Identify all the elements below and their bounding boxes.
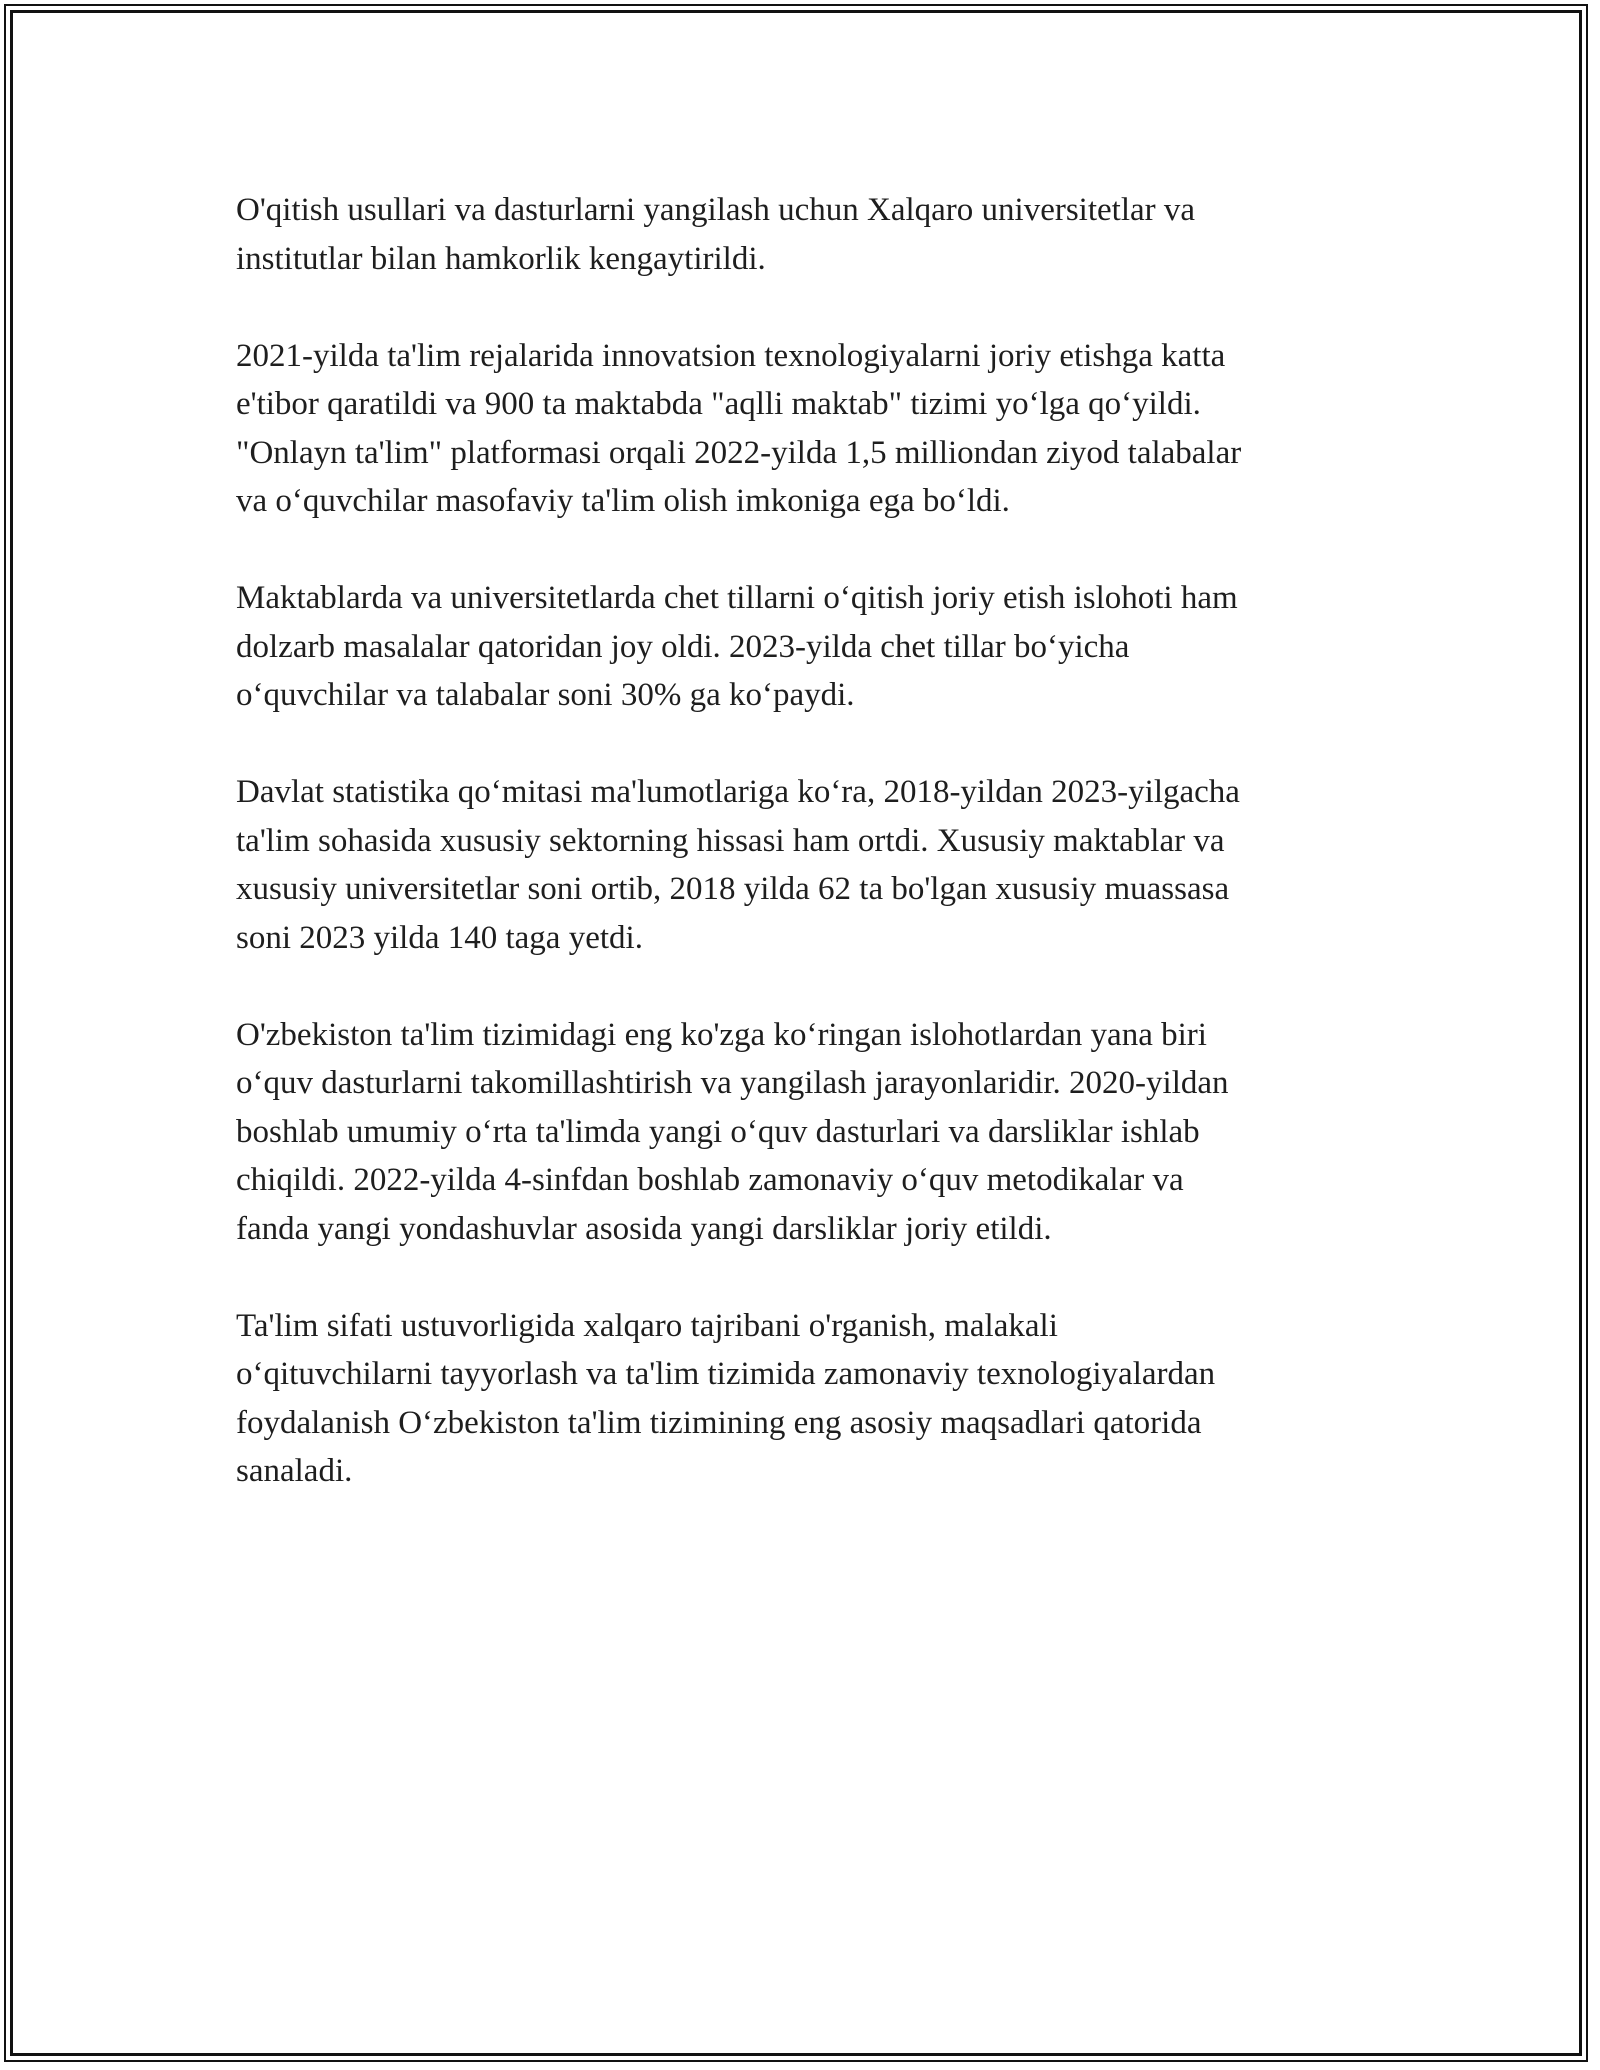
paragraph-2: 2021-yilda ta'lim rejalarida innovatsion texnologiyalarni joriy etishga katta e'tibor qaratildi va 900 ta maktabda "aqlli maktab" tizimi yo‘lga qo‘yildi. "Onlayn ta'lim" platformasi orqali 2022-yilda 1,5 milliondan ziyod talabalar va o‘quvchilar masofaviy ta'lim olish imkoniga ega bo‘ldi. [236, 337, 1242, 519]
paragraph-1: O'qitish usullari va dasturlarni yangilash uchun Xalqaro universitetlar va institutlar bilan hamkorlik kengaytirildi. [236, 192, 1196, 277]
document-body [236, 186, 1376, 1496]
paragraph-3: Maktablarda va universitetlarda chet tillarni o‘qitish joriy etish islohoti ham dolzarb masalalar qatoridan joy oldi. 2023-yilda chet tillar bo‘yicha o‘quvchilar va talabalar soni 30% ga ko‘paydi. [236, 580, 1238, 713]
paragraph-5: O'zbekiston ta'lim tizimidagi eng ko'zga ko‘ringan islohotlardan yana biri o‘quv dasturlarni takomillashtirish va yangilash jarayonlaridir. 2020-yildan boshlab umumiy o‘rta ta'limda yangi o‘quv dasturlari va darsliklar ishlab chiqildi. 2022-yilda 4-sinfdan boshlab zamonaviy o‘quv metodikalar va fanda yangi yondashuvlar asosida yangi darsliklar joriy etildi. [236, 1016, 1229, 1247]
paragraph-6: Ta'lim sifati ustuvorligida xalqaro tajribani o'rganish, malakali o‘qituvchilarni tayyorlash va ta'lim tizimida zamonaviy texnologiyalardan foydalanish O‘zbekiston ta'lim tizimining eng asosiy maqsadlari qatorida sanaladi. [236, 1307, 1216, 1489]
paragraph-4: Davlat statistika qo‘mitasi ma'lumotlariga ko‘ra, 2018-yildan 2023-yilgacha ta'lim sohasida xususiy sektorning hissasi ham ortdi. Xususiy maktablar va xususiy universitetlar soni ortib, 2018 yilda 62 ta bo'lgan xususiy muassasa soni 2023 yilda 140 taga yetdi. [236, 774, 1240, 956]
